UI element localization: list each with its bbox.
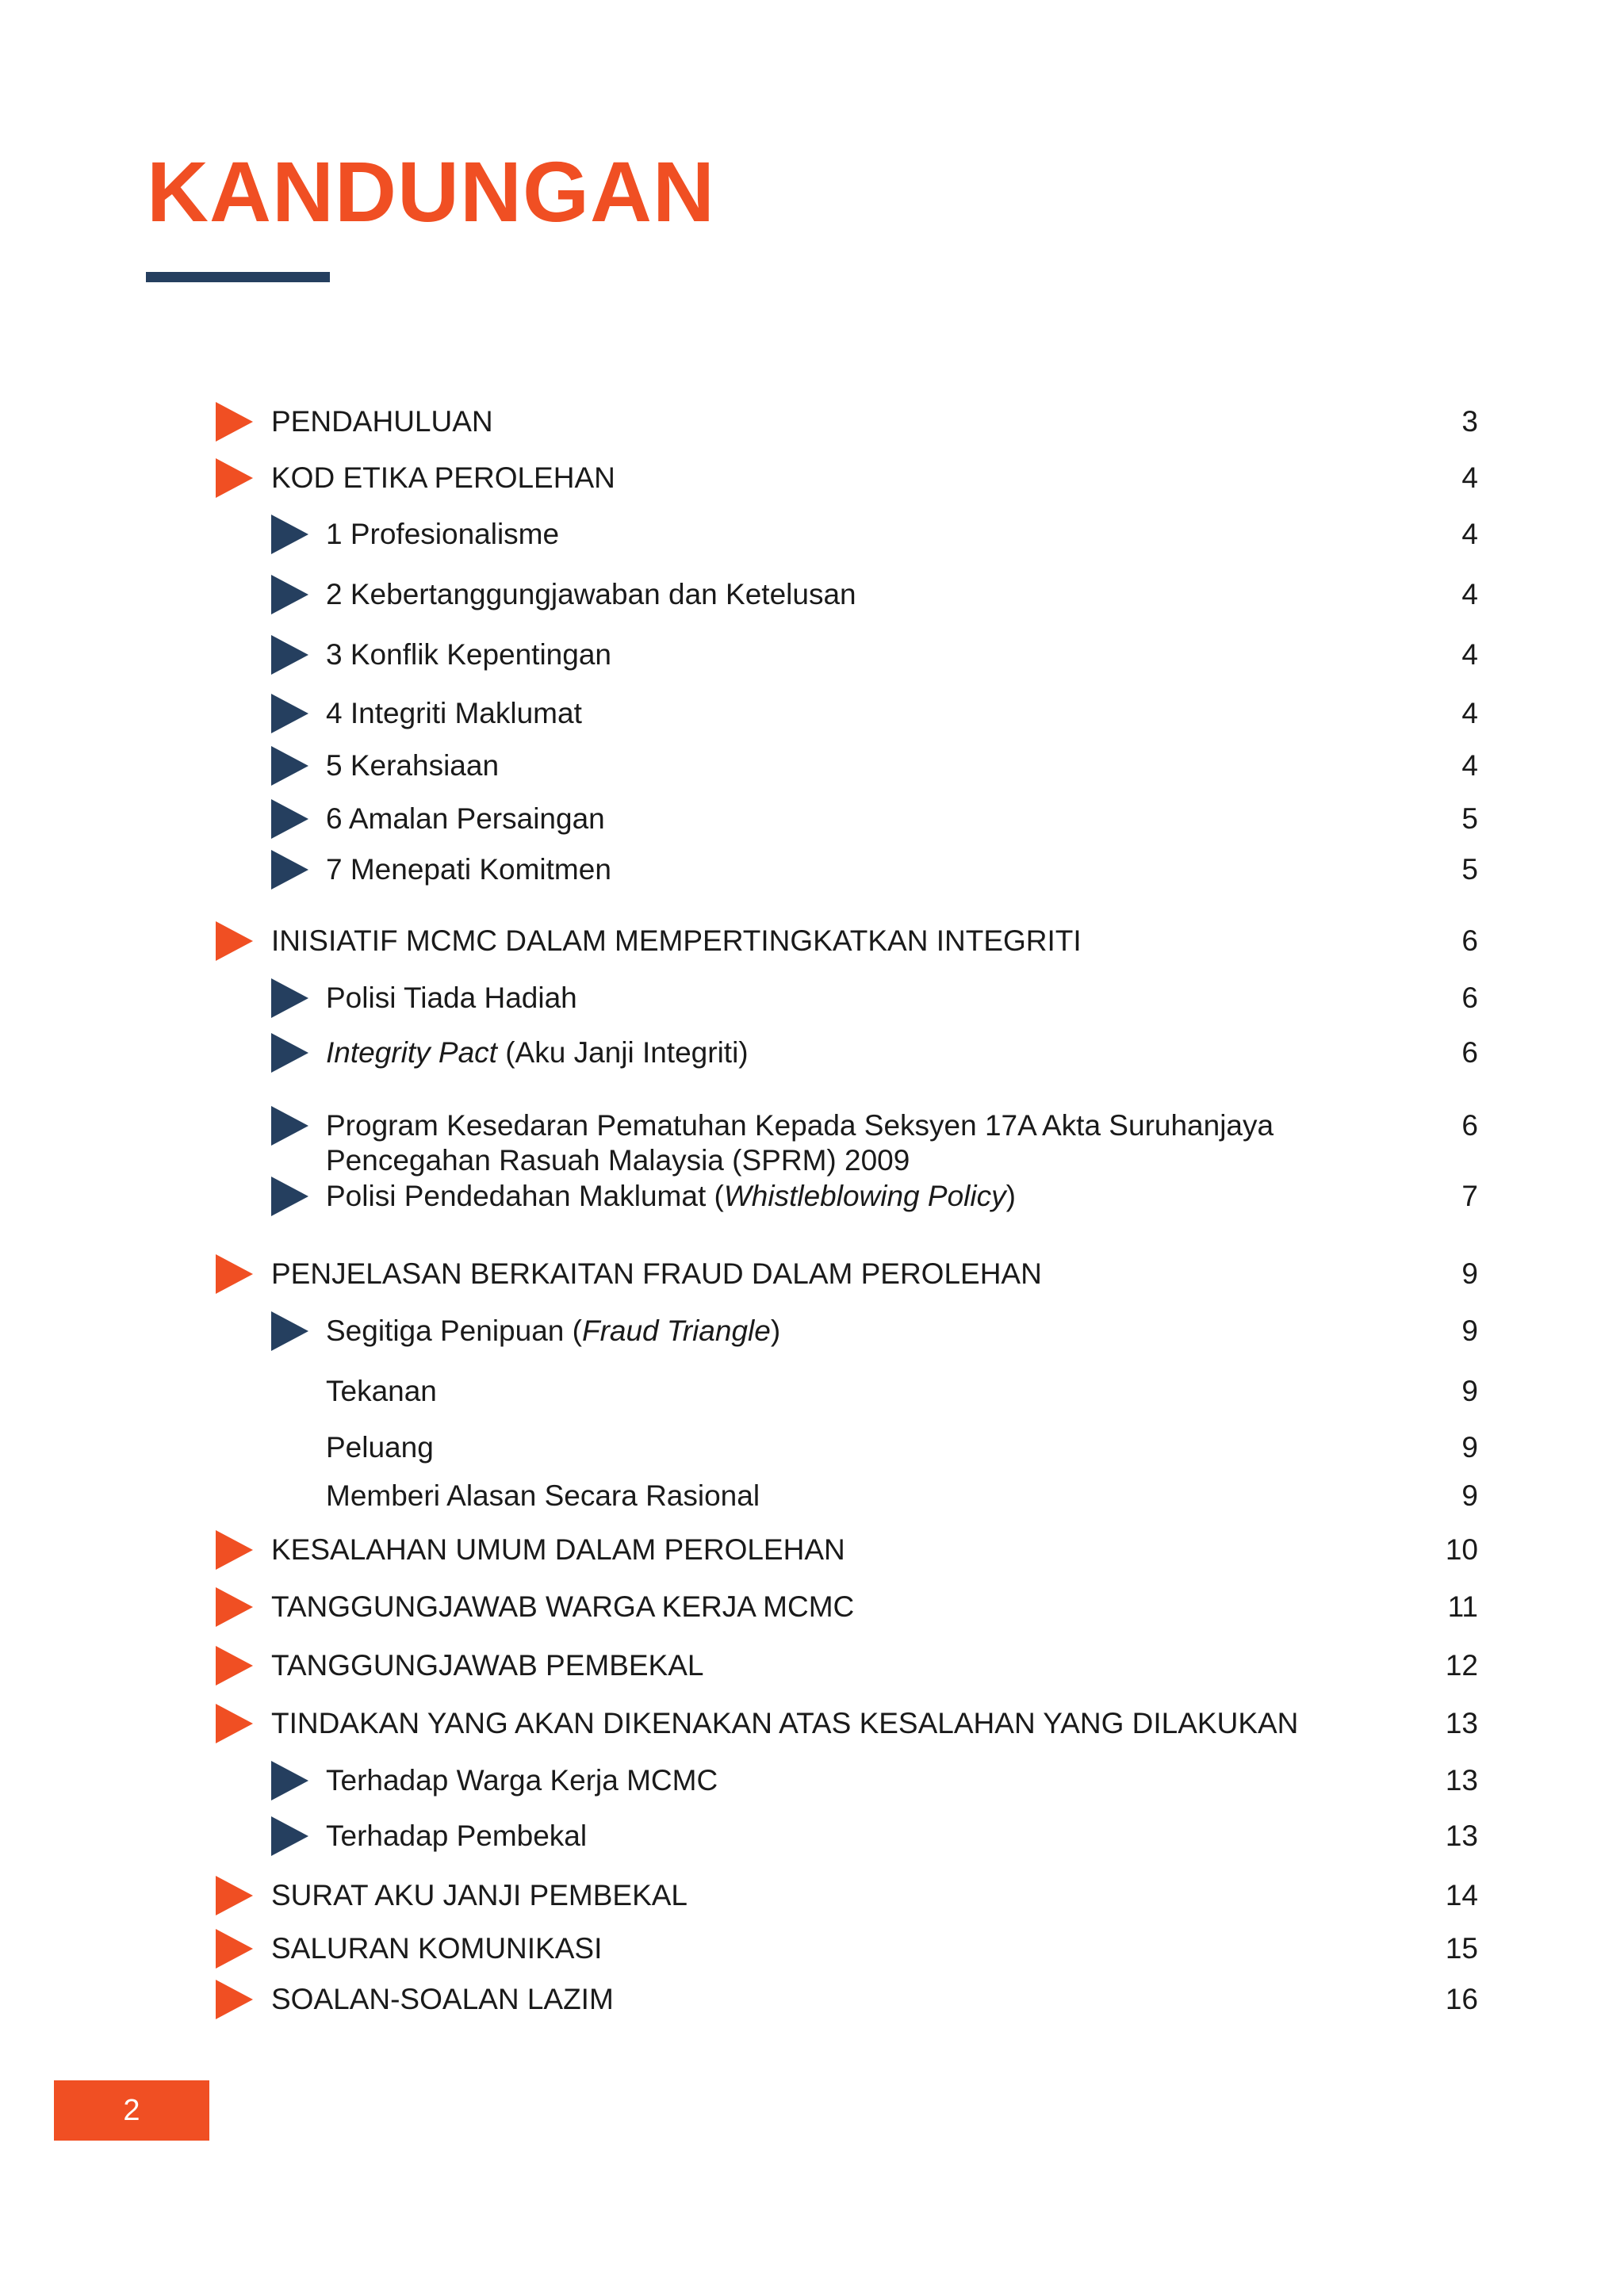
toc-entry[interactable]: [0, 1479, 1624, 1512]
toc-entry-page: 4: [1461, 578, 1478, 610]
navy-triangle-arrow-icon: [271, 850, 308, 890]
toc-entry-title: Segitiga Penipuan (Fraud Triangle): [326, 1314, 781, 1347]
orange-triangle-arrow-icon: [216, 402, 253, 442]
orange-triangle-arrow-icon: [216, 1587, 253, 1627]
toc-entry-page: 9: [1461, 1431, 1478, 1464]
toc-entry[interactable]: [0, 749, 1624, 782]
toc-entry-page: 13: [1445, 1707, 1478, 1739]
toc-entry-page: 7: [1461, 1180, 1478, 1212]
toc-entry-title: 5 Kerahsiaan: [326, 749, 500, 782]
toc-entry-page: 6: [1461, 1036, 1478, 1069]
toc-entry-title: Terhadap Warga Kerja MCMC: [326, 1764, 718, 1797]
navy-triangle-arrow-icon: [271, 746, 308, 786]
toc-entry-page: 4: [1461, 749, 1478, 782]
navy-triangle-arrow-icon: [271, 1816, 308, 1856]
toc-entry-page: 11: [1447, 1590, 1478, 1623]
orange-triangle-arrow-icon: [216, 921, 253, 961]
toc-entry[interactable]: [0, 1932, 1624, 1965]
page-number-tab: [54, 2080, 209, 2141]
toc-entry[interactable]: [0, 1533, 1624, 1566]
orange-triangle-arrow-icon: [216, 1929, 253, 1969]
toc-entry-page: 4: [1461, 697, 1478, 729]
orange-triangle-arrow-icon: [216, 1646, 253, 1686]
navy-triangle-arrow-icon: [271, 635, 308, 675]
navy-triangle-arrow-icon: [271, 978, 308, 1018]
navy-triangle-arrow-icon: [271, 1761, 308, 1800]
toc-entry-page: 9: [1461, 1479, 1478, 1512]
toc-entry[interactable]: [0, 802, 1624, 835]
navy-triangle-arrow-icon: [271, 1033, 308, 1073]
orange-triangle-arrow-icon: [216, 458, 253, 498]
toc-entry[interactable]: [0, 1983, 1624, 2015]
navy-triangle-arrow-icon: [271, 575, 308, 614]
toc-entry[interactable]: [0, 1649, 1624, 1682]
toc-entry-title: Terhadap Pembekal: [326, 1820, 588, 1852]
toc-entry-title: 7 Menepati Komitmen: [326, 853, 611, 886]
toc-entry-title: Memberi Alasan Secara Rasional: [326, 1479, 760, 1512]
toc-entry-title: PENJELASAN BERKAITAN FRAUD DALAM PEROLEHAN: [271, 1257, 1042, 1290]
navy-triangle-arrow-icon: [271, 1177, 308, 1216]
toc-entry[interactable]: [0, 1820, 1624, 1852]
toc-entry-title: TANGGUNGJAWAB PEMBEKAL: [271, 1649, 704, 1682]
toc-entry-title: Tekanan: [326, 1375, 437, 1407]
toc-entry[interactable]: [0, 924, 1624, 957]
toc-entry-title: Peluang: [326, 1431, 434, 1464]
toc-entry-page: 12: [1445, 1649, 1478, 1682]
orange-triangle-arrow-icon: [216, 1876, 253, 1915]
toc-entry[interactable]: [0, 1375, 1624, 1407]
toc-entry-page: 5: [1461, 853, 1478, 886]
navy-triangle-arrow-icon: [271, 1106, 308, 1146]
orange-triangle-arrow-icon: [216, 1530, 253, 1570]
toc-entry-page: 16: [1445, 1983, 1478, 2015]
navy-triangle-arrow-icon: [271, 1311, 308, 1351]
toc-entry-page: 6: [1461, 1109, 1478, 1142]
toc-entry-page: 6: [1461, 924, 1478, 957]
orange-triangle-arrow-icon: [216, 1980, 253, 2019]
toc-entry-title: SURAT AKU JANJI PEMBEKAL: [271, 1879, 688, 1911]
orange-triangle-arrow-icon: [216, 1254, 253, 1294]
toc-entry-page: 13: [1445, 1820, 1478, 1852]
toc-entry-page: 9: [1461, 1375, 1478, 1407]
toc-entry-title: Polisi Pendedahan Maklumat (Whistleblowing Policy): [326, 1180, 1016, 1212]
toc-entry-title: KESALAHAN UMUM DALAM PEROLEHAN: [271, 1533, 845, 1566]
toc-entry-title: 2 Kebertanggungjawaban dan Ketelusan: [326, 578, 856, 610]
navy-triangle-arrow-icon: [271, 515, 308, 554]
page-number: 2: [123, 2094, 140, 2127]
toc-entry[interactable]: [0, 405, 1624, 438]
toc-entry-page: 9: [1461, 1257, 1478, 1290]
toc-entry-page: 3: [1461, 405, 1478, 438]
orange-triangle-arrow-icon: [216, 1704, 253, 1743]
toc-entry[interactable]: [0, 1257, 1624, 1290]
toc-entry[interactable]: [0, 1314, 1624, 1347]
toc-entry-title: Integrity Pact (Aku Janji Integriti): [326, 1036, 749, 1069]
toc-entry-page: 9: [1461, 1314, 1478, 1347]
toc-entry-title: KOD ETIKA PEROLEHAN: [271, 461, 615, 494]
toc-entry-title: TANGGUNGJAWAB WARGA KERJA MCMC: [271, 1590, 855, 1623]
toc-entry[interactable]: [0, 1180, 1624, 1212]
toc-entry-title: INISIATIF MCMC DALAM MEMPERTINGKATKAN INTEGRITI: [271, 924, 1082, 957]
navy-triangle-arrow-icon: [271, 694, 308, 733]
toc-entry[interactable]: [0, 461, 1624, 494]
toc-entry-title: SOALAN-SOALAN LAZIM: [271, 1983, 614, 2015]
toc-entry-title: TINDAKAN YANG AKAN DIKENAKAN ATAS KESALAHAN YANG DILAKUKAN: [271, 1707, 1299, 1739]
toc-entry-title: 6 Amalan Persaingan: [326, 802, 605, 835]
toc-entry-title: Polisi Tiada Hadiah: [326, 982, 577, 1014]
toc-entry-page: 15: [1445, 1932, 1478, 1965]
toc-entry-page: 14: [1445, 1879, 1478, 1911]
toc-entry[interactable]: [0, 982, 1624, 1014]
toc-entry[interactable]: [0, 853, 1624, 886]
toc-entry[interactable]: [0, 518, 1624, 550]
toc-entry-title: SALURAN KOMUNIKASI: [271, 1932, 603, 1965]
toc-entry-page: 10: [1445, 1533, 1478, 1566]
toc-entry-page: 13: [1445, 1764, 1478, 1797]
toc-entry-title: PENDAHULUAN: [271, 405, 493, 438]
toc-entry-page: 5: [1461, 802, 1478, 835]
toc-entry-title: 4 Integriti Maklumat: [326, 697, 582, 729]
page-title: KANDUNGAN: [147, 144, 715, 239]
toc-entry[interactable]: [0, 638, 1624, 671]
toc-entry-title: 1 Profesionalisme: [326, 518, 560, 550]
navy-triangle-arrow-icon: [271, 799, 308, 839]
toc-entry[interactable]: [0, 1036, 1624, 1069]
toc-entry[interactable]: [0, 1590, 1624, 1623]
toc-entry-page: 4: [1461, 461, 1478, 494]
toc-entry-title: Program Kesedaran Pematuhan Kepada Seksyen 17A Akta Suruhanjaya Pencegahan Rasuah Malaysia (SPRM) 2009: [326, 1109, 1274, 1177]
toc-entry-title: 3 Konflik Kepentingan: [326, 638, 611, 671]
toc-entry-page: 4: [1461, 518, 1478, 550]
toc-entry-page: 6: [1461, 982, 1478, 1014]
toc-entry-page: 4: [1461, 638, 1478, 671]
toc-entry[interactable]: [0, 1109, 1624, 1177]
